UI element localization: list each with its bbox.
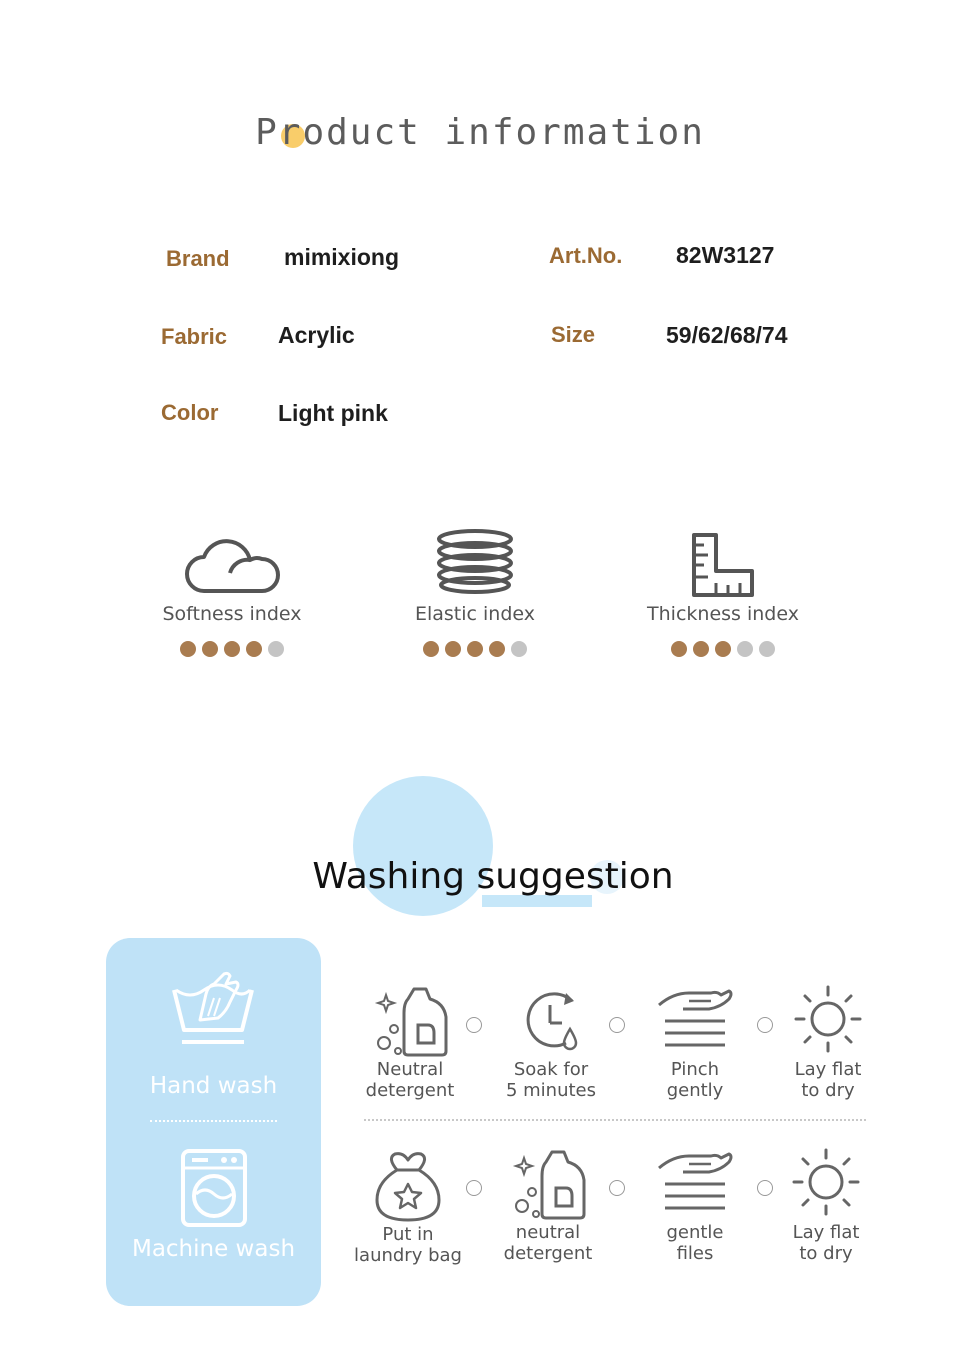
step-label-line2: files xyxy=(676,1243,714,1264)
hand-pinch-icon xyxy=(635,985,755,1059)
step-label-line2: 5 minutes xyxy=(505,1080,597,1101)
machine-step-detergent xyxy=(488,1148,608,1264)
hand-step-soak xyxy=(491,985,611,1101)
rating-dot-filled xyxy=(489,641,505,657)
steps-divider xyxy=(364,1119,866,1121)
step-label-line1: Soak for xyxy=(513,1059,589,1080)
elastic-index xyxy=(355,527,595,657)
chevron-right-icon xyxy=(609,1180,625,1196)
panel-divider xyxy=(150,1120,277,1122)
step-label-line2: gently xyxy=(666,1080,724,1101)
rating-dot-empty xyxy=(268,641,284,657)
step-label-line1: Lay flat xyxy=(792,1222,860,1243)
step-label-line1: Pinch xyxy=(670,1059,720,1080)
rating-dot-filled xyxy=(246,641,262,657)
rating-dot-filled xyxy=(715,641,731,657)
machine-step-bag xyxy=(348,1150,468,1266)
rating-dot-empty xyxy=(759,641,775,657)
artno-value: 82W3127 xyxy=(676,242,775,268)
rating-dot-empty xyxy=(737,641,753,657)
rating-dot-filled xyxy=(224,641,240,657)
rating-dot-filled xyxy=(445,641,461,657)
step-label-line2: to dry xyxy=(801,1080,855,1101)
chevron-right-icon xyxy=(466,1017,482,1033)
step-label-line1: gentle xyxy=(666,1222,724,1243)
step-label-line1: Lay flat xyxy=(794,1059,862,1080)
brand-value: mimixiong xyxy=(284,244,400,270)
brand-label: Brand xyxy=(166,246,230,271)
rating-dot-filled xyxy=(693,641,709,657)
hand-step-pinch xyxy=(635,985,755,1101)
detergent-bottle-icon xyxy=(350,985,470,1059)
hand-wash-label: Hand wash xyxy=(149,1073,278,1099)
step-label-line1: Put in xyxy=(382,1224,434,1245)
softness-rating xyxy=(112,641,352,657)
step-label-line2: laundry bag xyxy=(354,1245,462,1266)
rating-dot-filled xyxy=(423,641,439,657)
chevron-right-icon xyxy=(466,1180,482,1196)
rating-dot-empty xyxy=(511,641,527,657)
rating-dot-filled xyxy=(671,641,687,657)
elastic-label: Elastic index xyxy=(414,603,536,625)
title-container xyxy=(0,112,960,153)
thickness-index xyxy=(603,527,843,657)
artno-label: Art.No. xyxy=(549,243,623,268)
machine-step-gentle xyxy=(635,1148,755,1264)
size-value: 59/62/68/74 xyxy=(666,322,788,348)
machine-wash-label: Machine wash xyxy=(131,1236,296,1262)
chevron-right-icon xyxy=(609,1017,625,1033)
timer-icon xyxy=(491,985,611,1059)
hand-pinch-icon xyxy=(635,1148,755,1222)
color-label: Color xyxy=(161,400,219,425)
sun-icon xyxy=(766,1148,886,1222)
rating-dot-filled xyxy=(180,641,196,657)
washing-title: Washing suggestion xyxy=(312,856,674,897)
hand-step-detergent xyxy=(350,985,470,1101)
softness-label: Softness index xyxy=(162,603,302,625)
sun-icon xyxy=(768,985,888,1059)
step-label-line1: Neutral xyxy=(376,1059,444,1080)
ruler-icon xyxy=(603,527,843,597)
thickness-label: Thickness index xyxy=(647,603,799,625)
step-label-line2: detergent xyxy=(503,1243,593,1264)
fabric-value: Acrylic xyxy=(278,322,355,348)
thickness-rating xyxy=(603,641,843,657)
step-label-line2: to dry xyxy=(799,1243,853,1264)
detergent-bottle-icon xyxy=(488,1148,608,1222)
wash-type-panel xyxy=(106,938,321,1306)
rating-dot-filled xyxy=(202,641,218,657)
machine-step-dry xyxy=(766,1148,886,1264)
laundry-bag-icon xyxy=(348,1150,468,1224)
page-title: Product information xyxy=(255,112,705,153)
elastic-rating xyxy=(355,641,595,657)
rating-dot-filled xyxy=(467,641,483,657)
hand-step-dry xyxy=(768,985,888,1101)
hand-wash-icon xyxy=(170,968,256,1048)
fabric-label: Fabric xyxy=(161,324,228,349)
step-label-line2: detergent xyxy=(365,1080,455,1101)
size-label: Size xyxy=(551,322,596,347)
coil-spring-icon xyxy=(355,527,595,597)
cloud-icon xyxy=(112,527,352,597)
color-value: Light pink xyxy=(278,400,388,426)
washing-machine-icon xyxy=(180,1148,248,1228)
step-label-line1: neutral xyxy=(515,1222,581,1243)
softness-index xyxy=(112,527,352,657)
